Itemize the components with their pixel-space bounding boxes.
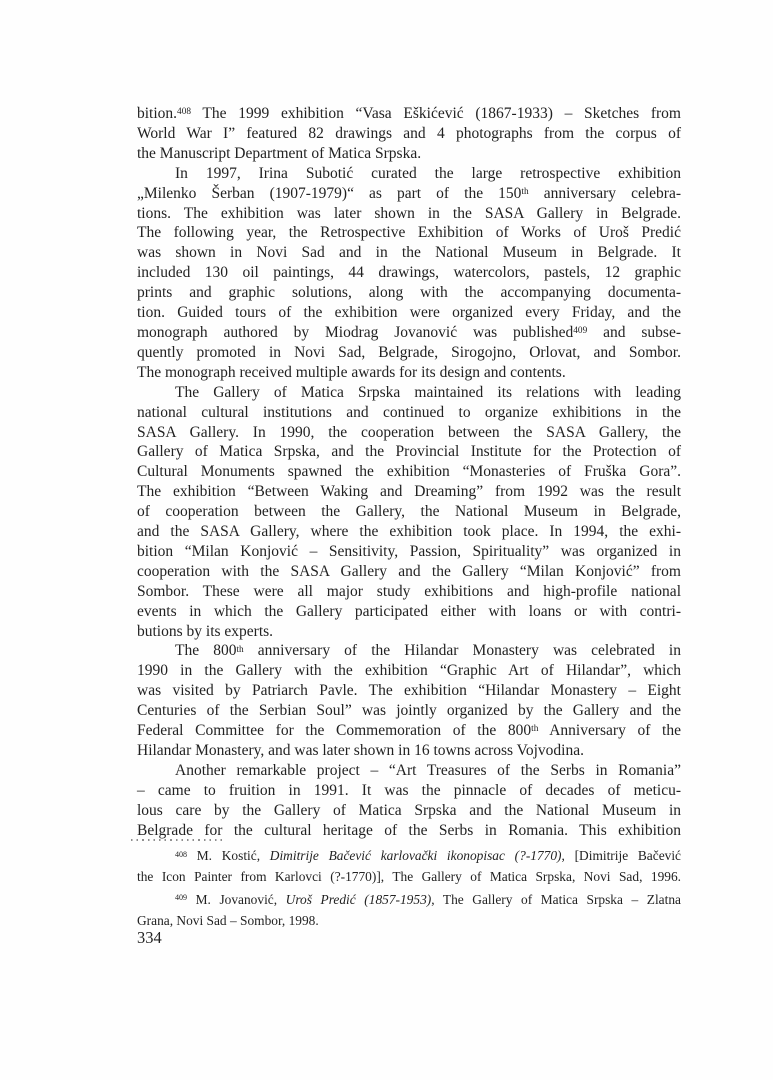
body-text: [137, 104, 681, 841]
superscript-note-ref: 409: [573, 326, 588, 337]
text-line: bition “Milan Konjović – Sensitivity, Passion, Spirituality” was organized in: [137, 542, 681, 560]
text-line: of cooperation between the Gallery, the National Museum in Belgrade,: [137, 503, 681, 521]
body-paragraph: [137, 383, 681, 642]
text-line: „Milenko Šerban (1907-1979)“ as part of the 150th anniversary celebra-: [137, 184, 681, 202]
text-line: prints and graphic solutions, along with the accompanying documenta-: [137, 284, 681, 302]
body-paragraph: [137, 164, 681, 383]
text-line: The 800th anniversary of the Hilandar Monastery was celebrated in: [175, 642, 681, 660]
superscript-note-ref: 409: [175, 893, 188, 903]
text-line: Sombor. These were all major study exhibitions and high-profile national: [137, 582, 681, 600]
italic-title: Uroš Predić (1857-1953): [285, 891, 432, 907]
text-line: tions. The exhibition was later shown in the SASA Gallery in Belgrade.: [137, 204, 681, 222]
text-line: The monograph received multiple awards for its design and contents.: [137, 363, 566, 381]
text-line: was shown in Novi Sad and in the National Museum in Belgrade. It: [137, 244, 681, 262]
text-line: the Manuscript Department of Matica Srpska.: [137, 144, 422, 162]
text-line: bition.$^{408}$ The 1999 exhibition “Vasa Eškićević (1867-1933) – Sketches from: [137, 105, 681, 122]
text-line: Another remarkable project – “Art Treasures of the Serbs in Romania”: [175, 761, 681, 779]
text-line: events in which the Gallery participated either with loans or with contri-: [137, 602, 681, 620]
text-line: lous care by the Gallery of Matica Srpska and the National Museum in: [137, 801, 681, 819]
text-line: tion. Guided tours of the exhibition were organized every Friday, and the: [137, 304, 681, 322]
text-line: and the SASA Gallery, where the exhibition took place. In 1994, the exhi-: [137, 523, 681, 541]
text-line: national cultural institutions and continued to organize exhibitions in the: [137, 403, 681, 421]
text-line: cooperation with the SASA Gallery and the Gallery “Milan Konjović” from: [137, 562, 681, 580]
footnote: [137, 845, 681, 888]
superscript-note-ref: 408: [175, 849, 188, 859]
page-number: 334: [137, 928, 162, 947]
footnote: [137, 889, 681, 932]
text-line: Belgrade for the cultural heritage of the Serbs in Romania. This exhibition: [137, 821, 681, 839]
superscript-note-ref: th: [236, 644, 244, 655]
body-paragraph: [137, 641, 681, 760]
text-line: included 130 oil paintings, 44 drawings, watercolors, pastels, 12 graphic: [137, 264, 681, 282]
text-line: The following year, the Retrospective Exhibition of Works of Uroš Predić: [137, 224, 681, 242]
text-line: The Gallery of Matica Srpska maintained its relations with leading: [175, 383, 681, 401]
italic-title: Dimitrije Bačević karlovački ikonopisac (?-1770): [269, 848, 562, 863]
text-line: Grana, Novi Sad – Sombor, 1998.: [137, 913, 319, 929]
text-line: $^{408}$ M. Kostić, Dimitrije Bačević karlovački ikonopisac (?-1770), [Dimitrije Bačević: [175, 848, 681, 863]
text-line: butions by its experts.: [137, 622, 274, 640]
text-line: Centuries of the Serbian Soul” was jointly organized by the Gallery and the: [137, 702, 681, 720]
text-line: $^{409}$ M. Jovanović, Uroš Predić (1857-1953), The Gallery of Matica Srpska – Zlatna: [175, 891, 681, 907]
text-line: The exhibition “Between Waking and Dreaming” from 1992 was the result: [137, 483, 681, 501]
text-line: SASA Gallery. In 1990, the cooperation between the SASA Gallery, the: [137, 423, 681, 441]
footnotes: [137, 845, 681, 933]
text-line: World War I” featured 82 drawings and 4 photographs from the corpus of: [137, 124, 681, 142]
text-line: Federal Committee for the Commemoration of the 800th Anniversary of the: [137, 722, 681, 740]
text-line: – came to fruition in 1991. It was the pinnacle of decades of meticu-: [137, 781, 681, 799]
text-line: the Icon Painter from Karlovci (?-1770)], The Gallery of Matica Srpska, Novi Sad, 1996.: [137, 869, 681, 885]
superscript-note-ref: th: [531, 724, 539, 735]
text-line: quently promoted in Novi Sad, Belgrade, Sirogojno, Orlovat, and Sombor.: [137, 343, 681, 361]
superscript-note-ref: th: [521, 186, 529, 197]
text-line: Gallery of Matica Srpska, and the Provincial Institute for the Protection of: [137, 443, 681, 461]
text-line: In 1997, Irina Subotić curated the large retrospective exhibition: [175, 164, 681, 182]
body-paragraph: [137, 104, 681, 164]
footnote-separator: [131, 839, 225, 841]
text-line: 1990 in the Gallery with the exhibition “Graphic Art of Hilandar”, which: [137, 662, 681, 680]
text-line: was visited by Patriarch Pavle. The exhibition “Hilandar Monastery – Eight: [137, 682, 681, 700]
text-line: Hilandar Monastery, and was later shown in 16 towns across Vojvodina.: [137, 742, 584, 759]
text-line: monograph authored by Miodrag Jovanović was published$^{409}$ and subse-: [137, 323, 681, 341]
text-line: Cultural Monuments spawned the exhibition “Monasteries of Fruška Gora”.: [137, 463, 681, 481]
body-paragraph: [137, 761, 681, 841]
superscript-note-ref: 408: [177, 107, 191, 118]
